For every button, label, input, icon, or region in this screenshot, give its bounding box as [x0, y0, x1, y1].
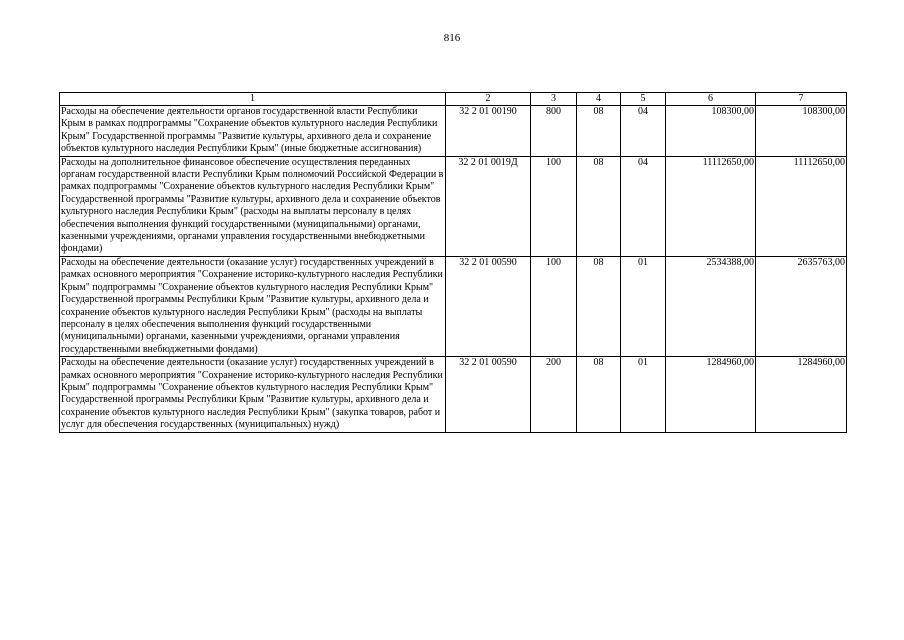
amount-2-cell: 2635763,00	[756, 256, 847, 356]
header-row	[60, 93, 847, 106]
target-code-cell: 32 2 01 00190	[446, 106, 531, 157]
subsection-cell: 01	[621, 256, 666, 356]
amount-2-cell: 1284960,00	[756, 357, 847, 432]
column-header: 1	[60, 93, 446, 106]
section-cell: 08	[577, 357, 621, 432]
amount-2-cell: 11112650,00	[756, 156, 847, 256]
expense-name-cell: Расходы на дополнительное финансовое обеспечение осуществления переданных органам государственной власти Республики Крым полномочий Российской Федерации в рамках подпрограммы "Сохранение объектов культурного наследия Республики Крым" Государственной программы "Развитие культуры, архивного дела и сохранение объектов культурного наследия Республики Крым" (расходы на выплаты персоналу в целях обеспечения выполнения функций государственными (муниципальными) органами, казенными учреждениями, органами управления государственными внебюджетными фондами)	[60, 156, 446, 256]
amount-2-cell: 108300,00	[756, 106, 847, 157]
amount-1-cell: 1284960,00	[666, 357, 756, 432]
column-header: 6	[666, 93, 756, 106]
expense-type-cell: 200	[531, 357, 577, 432]
subsection-cell: 04	[621, 106, 666, 157]
expense-name-cell: Расходы на обеспечение деятельности (оказание услуг) государственных учреждений в рамках основного мероприятия "Сохранение историко-культурного наследия Республики Крым" подпрограммы "Сохранение объектов культурного наследия Республики Крым" Государственной программы Республики Крым "Развитие культуры, архивного дела и сохранение объектов культурного наследия Республики Крым" (расходы на выплаты персоналу в целях обеспечения выполнения функций государственными (муниципальными) органами, казенными учреждениями, органами управления государственными внебюджетными фондами)	[60, 256, 446, 356]
column-header: 5	[621, 93, 666, 106]
expense-name-cell: Расходы на обеспечение деятельности (оказание услуг) государственных учреждений в рамках основного мероприятия "Сохранение историко-культурного наследия Республики Крым" подпрограммы "Сохранение объектов культурного наследия Республики Крым" Государственной программы Республики Крым "Развитие культуры, архивного дела и сохранение объектов культурного наследия Республики Крым" (закупка товаров, работ и услуг для обеспечения государственных (муниципальных) нужд)	[60, 357, 446, 432]
column-header: 2	[446, 93, 531, 106]
column-header: 3	[531, 93, 577, 106]
target-code-cell: 32 2 01 0019Д	[446, 156, 531, 256]
target-code-cell: 32 2 01 00590	[446, 357, 531, 432]
table-row	[60, 106, 847, 157]
amount-1-cell: 11112650,00	[666, 156, 756, 256]
amount-1-cell: 2534388,00	[666, 256, 756, 356]
table-row	[60, 256, 847, 356]
table-row	[60, 357, 847, 432]
section-cell: 08	[577, 256, 621, 356]
expense-type-cell: 100	[531, 256, 577, 356]
expense-type-cell: 800	[531, 106, 577, 157]
column-header: 7	[756, 93, 847, 106]
amount-1-cell: 108300,00	[666, 106, 756, 157]
target-code-cell: 32 2 01 00590	[446, 256, 531, 356]
budget-table	[59, 92, 847, 433]
expense-name-cell: Расходы на обеспечение деятельности органов государственной власти Республики Крым в рамках подпрограммы "Сохранение объектов культурного наследия Республики Крым" Государственной программы "Развитие культуры, архивного дела и сохранение объектов культурного наследия Республики Крым" (иные бюджетные ассигнования)	[60, 106, 446, 157]
expense-type-cell: 100	[531, 156, 577, 256]
column-header: 4	[577, 93, 621, 106]
section-cell: 08	[577, 106, 621, 157]
table-row	[60, 156, 847, 256]
subsection-cell: 04	[621, 156, 666, 256]
page-number: 816	[443, 32, 461, 44]
subsection-cell: 01	[621, 357, 666, 432]
section-cell: 08	[577, 156, 621, 256]
